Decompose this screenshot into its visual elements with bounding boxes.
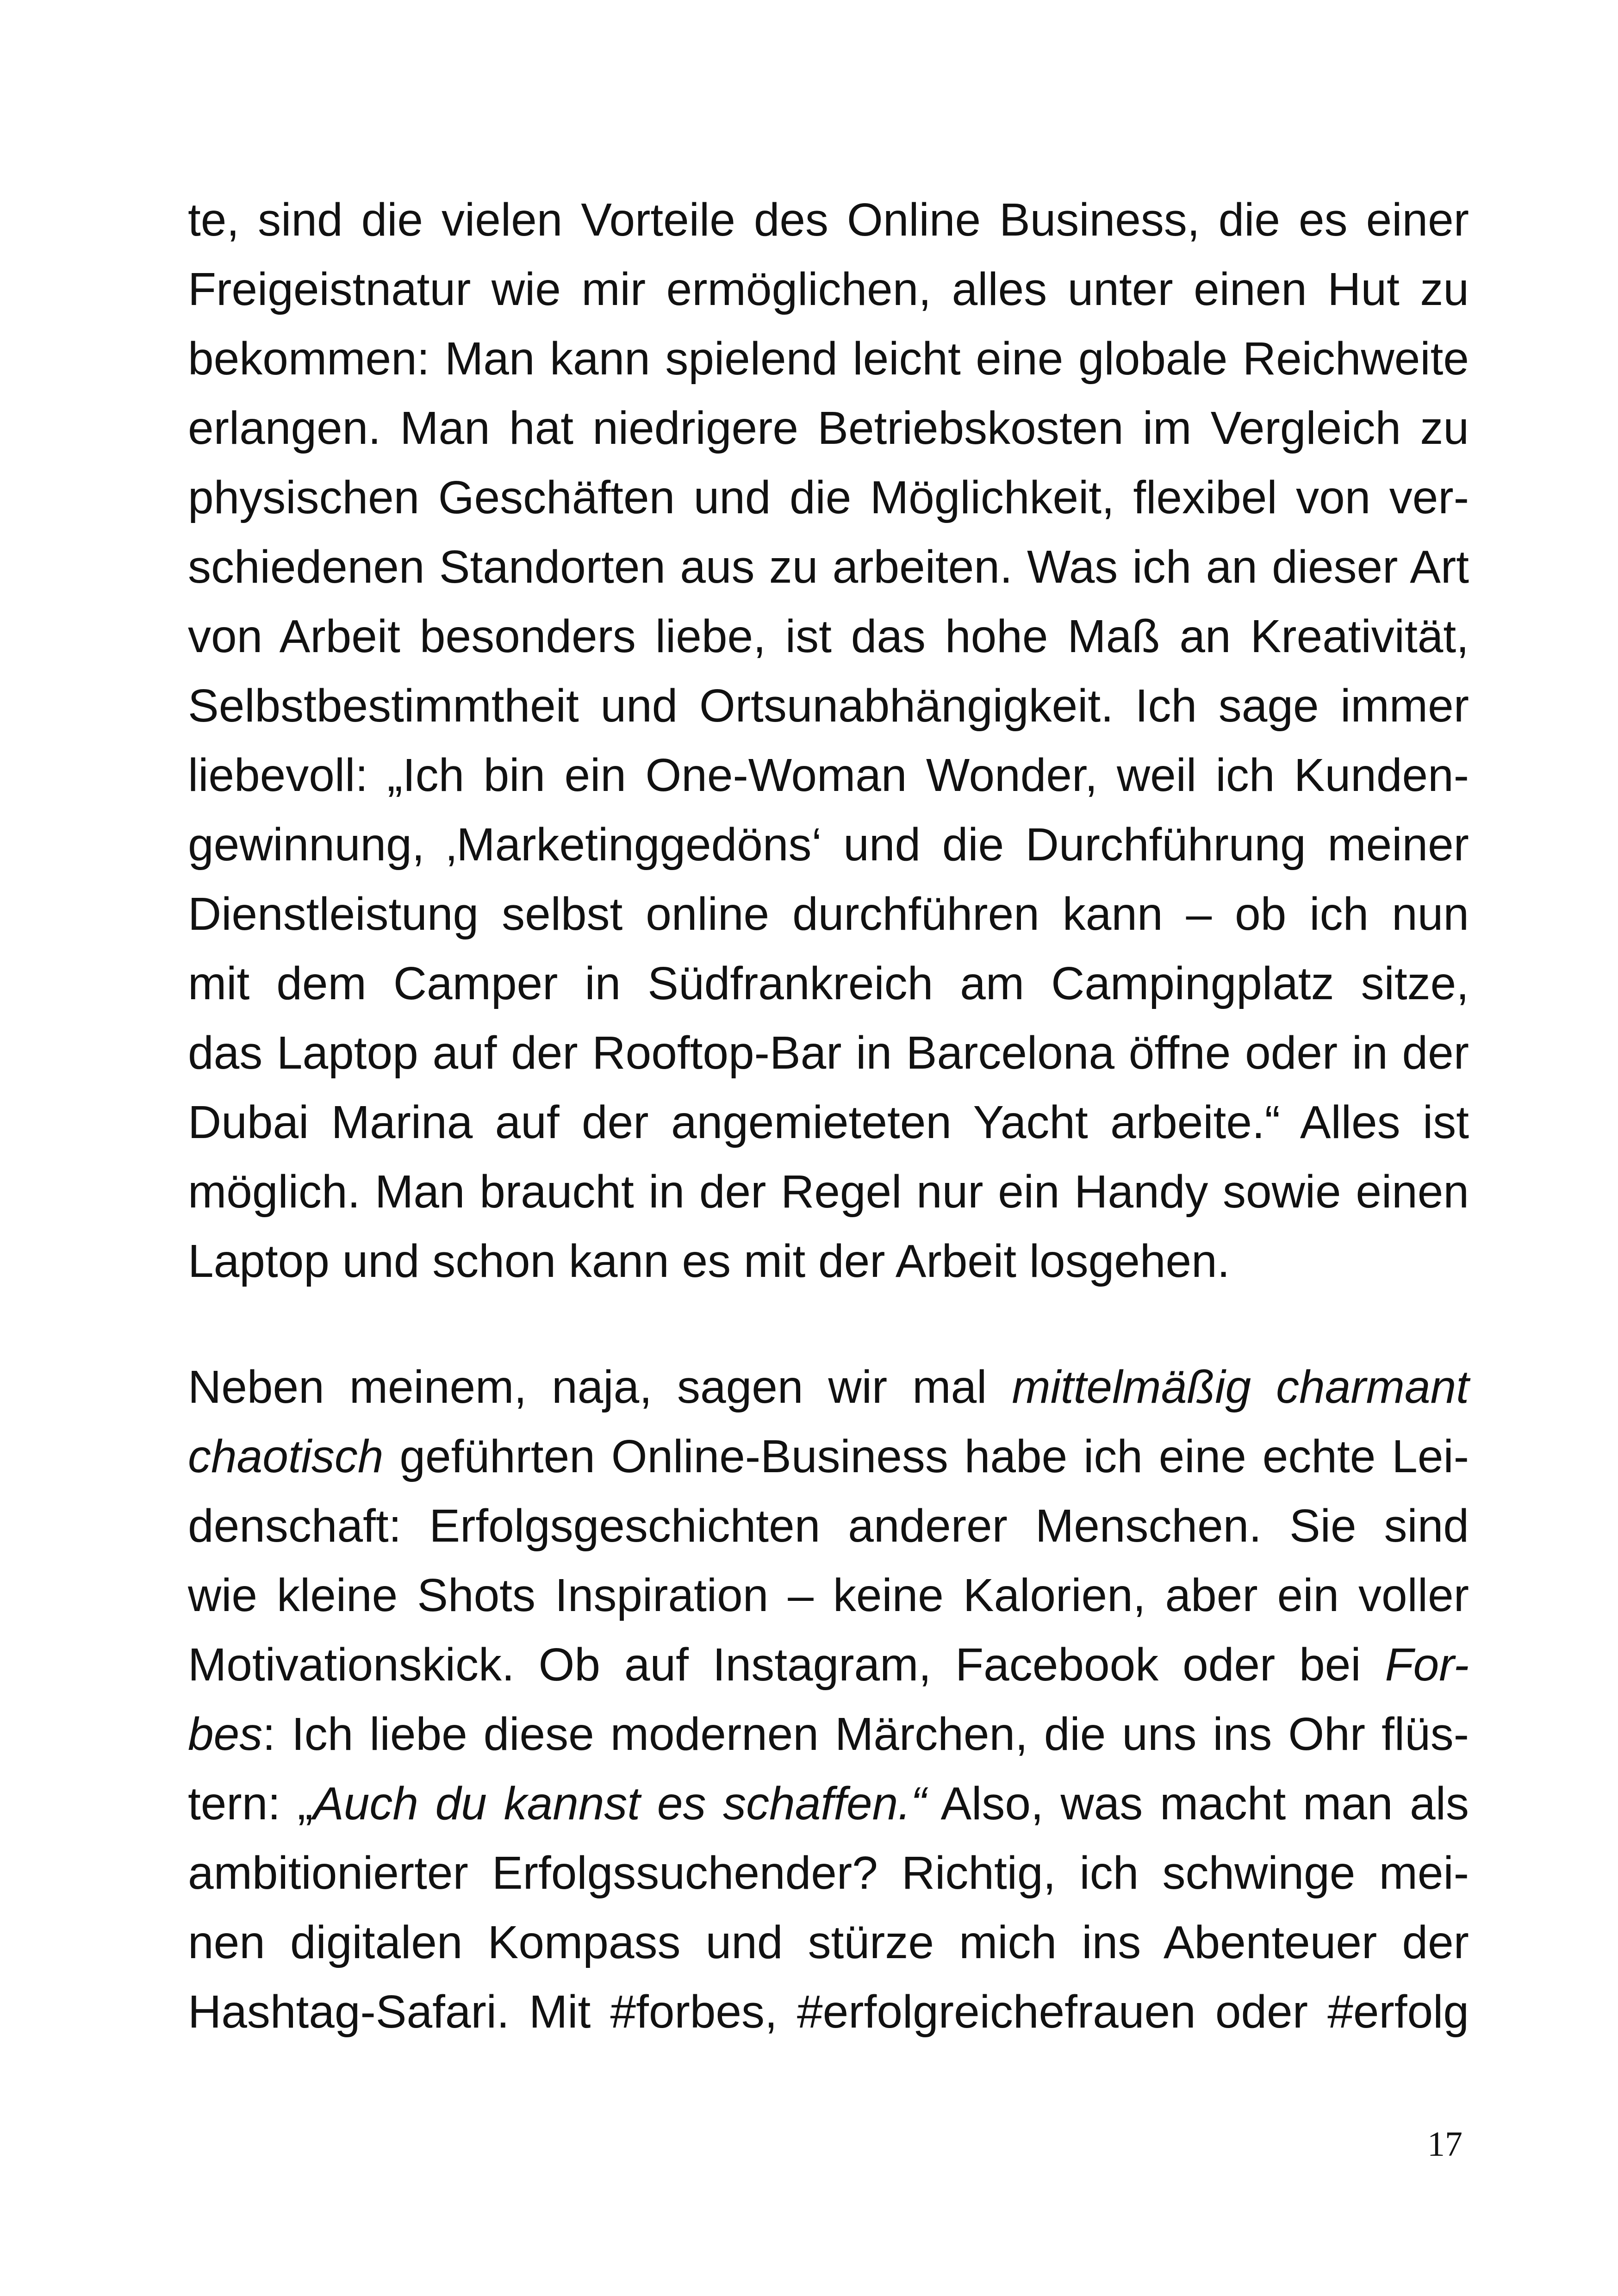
text-line (188, 1491, 1469, 1561)
paragraph-1 (188, 185, 1469, 1296)
text-line (188, 1352, 1469, 1422)
italic-text: bes (188, 1708, 263, 1760)
text-segment: geführten Online-Business habe ich eine echte Lei- (383, 1431, 1469, 1482)
text-line (188, 949, 1469, 1018)
text-segment: denschaft: Erfolgsgeschichten anderer Menschen. Sie sind (188, 1500, 1469, 1552)
text-line (188, 671, 1469, 740)
text-segment: gewinnung, ‚Marketinggedöns‘ und die Durchführung meiner (188, 819, 1469, 871)
text-segment: Dubai Marina auf der angemieteten Yacht arbeite.“ Alles ist (188, 1096, 1469, 1148)
text-line (188, 1977, 1469, 2047)
text-segment: Motivationskick. Ob auf Instagram, Facebook oder bei (188, 1639, 1385, 1691)
text-line (188, 255, 1469, 324)
text-line (188, 1699, 1469, 1769)
text-segment: Dienstleistung selbst online durchführen kann – ob ich nun (188, 888, 1469, 940)
text-line (188, 1018, 1469, 1088)
text-segment: : Ich liebe diese modernen Märchen, die uns ins Ohr flüs- (262, 1708, 1469, 1760)
text-segment: tern: „ (188, 1778, 313, 1829)
text-line (188, 879, 1469, 949)
text-line (188, 463, 1469, 532)
text-segment: te, sind die vielen Vorteile des Online Business, die es einer (188, 194, 1469, 246)
text-segment: nen digitalen Kompass und stürze mich ins Abenteuer der (188, 1916, 1469, 1968)
text-segment: das Laptop auf der Rooftop-Bar in Barcelona öffne oder in der (188, 1027, 1469, 1079)
text-segment: bekommen: Man kann spielend leicht eine globale Reichweite (188, 333, 1469, 385)
text-segment: erlangen. Man hat niedrigere Betriebskosten im Vergleich zu (188, 402, 1469, 454)
italic-text: For- (1385, 1639, 1469, 1691)
text-line (188, 1908, 1469, 1977)
text-segment: Freigeistnatur wie mir ermöglichen, alles unter einen Hut zu (188, 263, 1469, 315)
text-line (188, 1422, 1469, 1491)
text-segment: liebevoll: „Ich bin ein One-Woman Wonder, weil ich Kunden- (188, 749, 1469, 801)
italic-text: chaotisch (188, 1431, 384, 1482)
text-segment: Selbstbestimmtheit und Ortsunabhängigkeit. Ich sage immer (188, 680, 1469, 732)
text-segment: möglich. Man braucht in der Regel nur ein Handy sowie einen (188, 1166, 1469, 1218)
paragraph-2 (188, 1352, 1469, 2047)
italic-text: Auch du kannst es schaffen.“ (313, 1778, 927, 1829)
text-line (188, 810, 1469, 879)
text-segment: wie kleine Shots Inspiration – keine Kalorien, aber ein voller (188, 1569, 1469, 1621)
text-line (188, 1561, 1469, 1630)
text-segment: Neben meinem, naja, sagen wir mal (188, 1361, 1012, 1413)
text-line (188, 1088, 1469, 1157)
text-segment: von Arbeit besonders liebe, ist das hohe Maß an Kreativität, (188, 610, 1469, 662)
text-line (188, 1157, 1469, 1226)
text-line (188, 185, 1469, 255)
text-segment: physischen Geschäften und die Möglichkeit, flexibel von ver- (188, 472, 1469, 523)
text-segment: ambitionierter Erfolgssuchender? Richtig, ich schwinge mei- (188, 1847, 1469, 1899)
italic-text: mittelmäßig charmant (1012, 1361, 1469, 1413)
text-segment: Also, was macht man als (926, 1778, 1469, 1829)
text-segment: schiedenen Standorten aus zu arbeiten. Was ich an dieser Art (188, 541, 1469, 593)
text-line (188, 740, 1469, 810)
text-segment: mit dem Camper in Südfrankreich am Campingplatz sitze, (188, 958, 1469, 1009)
page-number: 17 (1427, 2125, 1462, 2164)
text-segment: Laptop und schon kann es mit der Arbeit losgehen. (188, 1235, 1230, 1287)
text-line (188, 602, 1469, 671)
text-segment: Hashtag-Safari. Mit #forbes, #erfolgreichefrauen oder #erfolg (188, 1986, 1469, 2038)
text-line (188, 1769, 1469, 1838)
text-line (188, 1838, 1469, 1908)
text-line (188, 1226, 1469, 1296)
text-line (188, 532, 1469, 602)
text-line (188, 1630, 1469, 1699)
text-line (188, 324, 1469, 393)
text-line (188, 393, 1469, 463)
